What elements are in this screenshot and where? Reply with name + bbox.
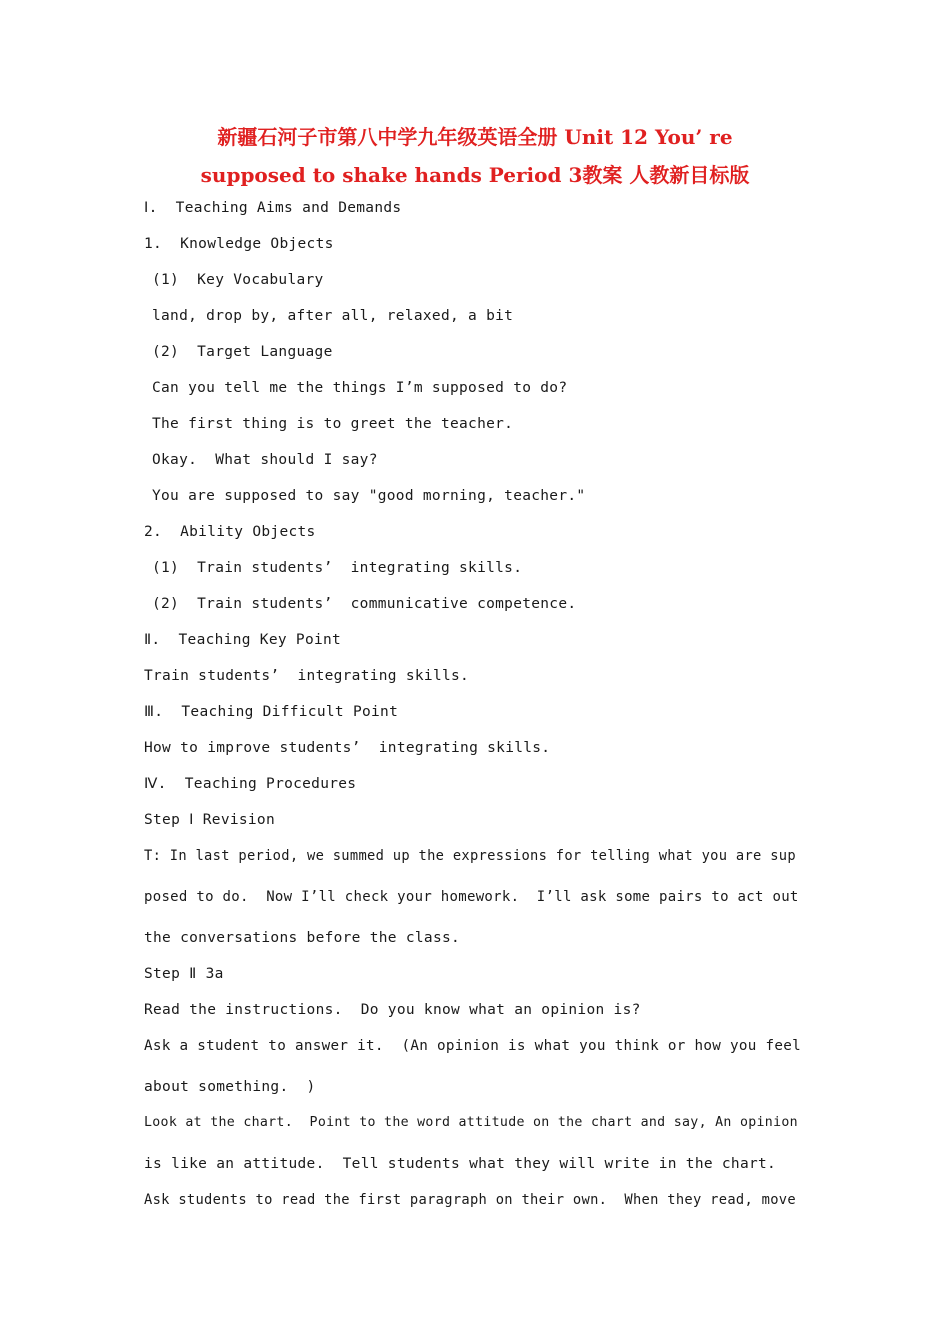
step-1-heading: Step Ⅰ Revision: [144, 812, 275, 828]
paragraph-text: is like an attitude. Tell students what they will write in the chart.: [144, 1156, 777, 1172]
title-line-1: 新疆石河子市第八中学九年级英语全册 Unit 12 You’ re: [217, 125, 733, 149]
section-heading-key-point: Ⅱ. Teaching Key Point: [144, 632, 342, 648]
paragraph-line: [144, 889, 806, 905]
subheading-knowledge: 1. Knowledge Objects: [144, 236, 334, 252]
paragraph-text: Ask a student to answer it. (An opinion is what you think or how you feel: [144, 1038, 802, 1054]
document-title: [150, 118, 800, 194]
paragraph-text: Look at the chart. Point to the word attitude on the chart and say, An opinion: [144, 1115, 798, 1130]
section-heading-difficult-point: Ⅲ. Teaching Difficult Point: [144, 704, 399, 720]
difficult-point-text: How to improve students’ integrating skills.: [144, 740, 551, 756]
paragraph-text: Read the instructions. Do you know what an opinion is?: [144, 1002, 641, 1018]
item-target-language: (2) Target Language: [152, 344, 333, 360]
step-2-heading: Step Ⅱ 3a: [144, 966, 224, 982]
paragraph-text: the conversations before the class.: [144, 930, 461, 946]
target-sentence-3: Okay. What should I say?: [152, 452, 378, 468]
paragraph-line: [144, 1038, 806, 1054]
paragraph-line: [144, 1115, 806, 1130]
paragraph-text: about something. ): [144, 1079, 316, 1095]
section-heading-aims: Ⅰ. Teaching Aims and Demands: [144, 200, 402, 216]
key-point-text: Train students’ integrating skills.: [144, 668, 470, 684]
paragraph-text: posed to do. Now I’ll check your homework. I’ll ask some pairs to act out: [144, 889, 799, 905]
subheading-ability: 2. Ability Objects: [144, 524, 316, 540]
target-sentence-1: Can you tell me the things I’m supposed to do?: [152, 380, 568, 396]
paragraph-text: T: In last period, we summed up the expressions for telling what you are sup: [144, 848, 796, 864]
paragraph-line: [144, 1192, 806, 1208]
target-sentence-4: You are supposed to say "good morning, teacher.": [152, 488, 586, 504]
item-key-vocabulary: (1) Key Vocabulary: [152, 272, 324, 288]
ability-item-1: (1) Train students’ integrating skills.: [152, 560, 523, 576]
vocabulary-list: land, drop by, after all, relaxed, a bit: [152, 308, 514, 324]
target-sentence-2: The first thing is to greet the teacher.: [152, 416, 514, 432]
section-heading-procedures: Ⅳ. Teaching Procedures: [144, 776, 357, 792]
paragraph-line: [144, 848, 806, 864]
title-line-2: supposed to shake hands Period 3教案 人教新目标版: [200, 163, 750, 187]
ability-item-2: (2) Train students’ communicative competence.: [152, 596, 577, 612]
paragraph-text: Ask students to read the first paragraph on their own. When they read, move: [144, 1192, 796, 1208]
